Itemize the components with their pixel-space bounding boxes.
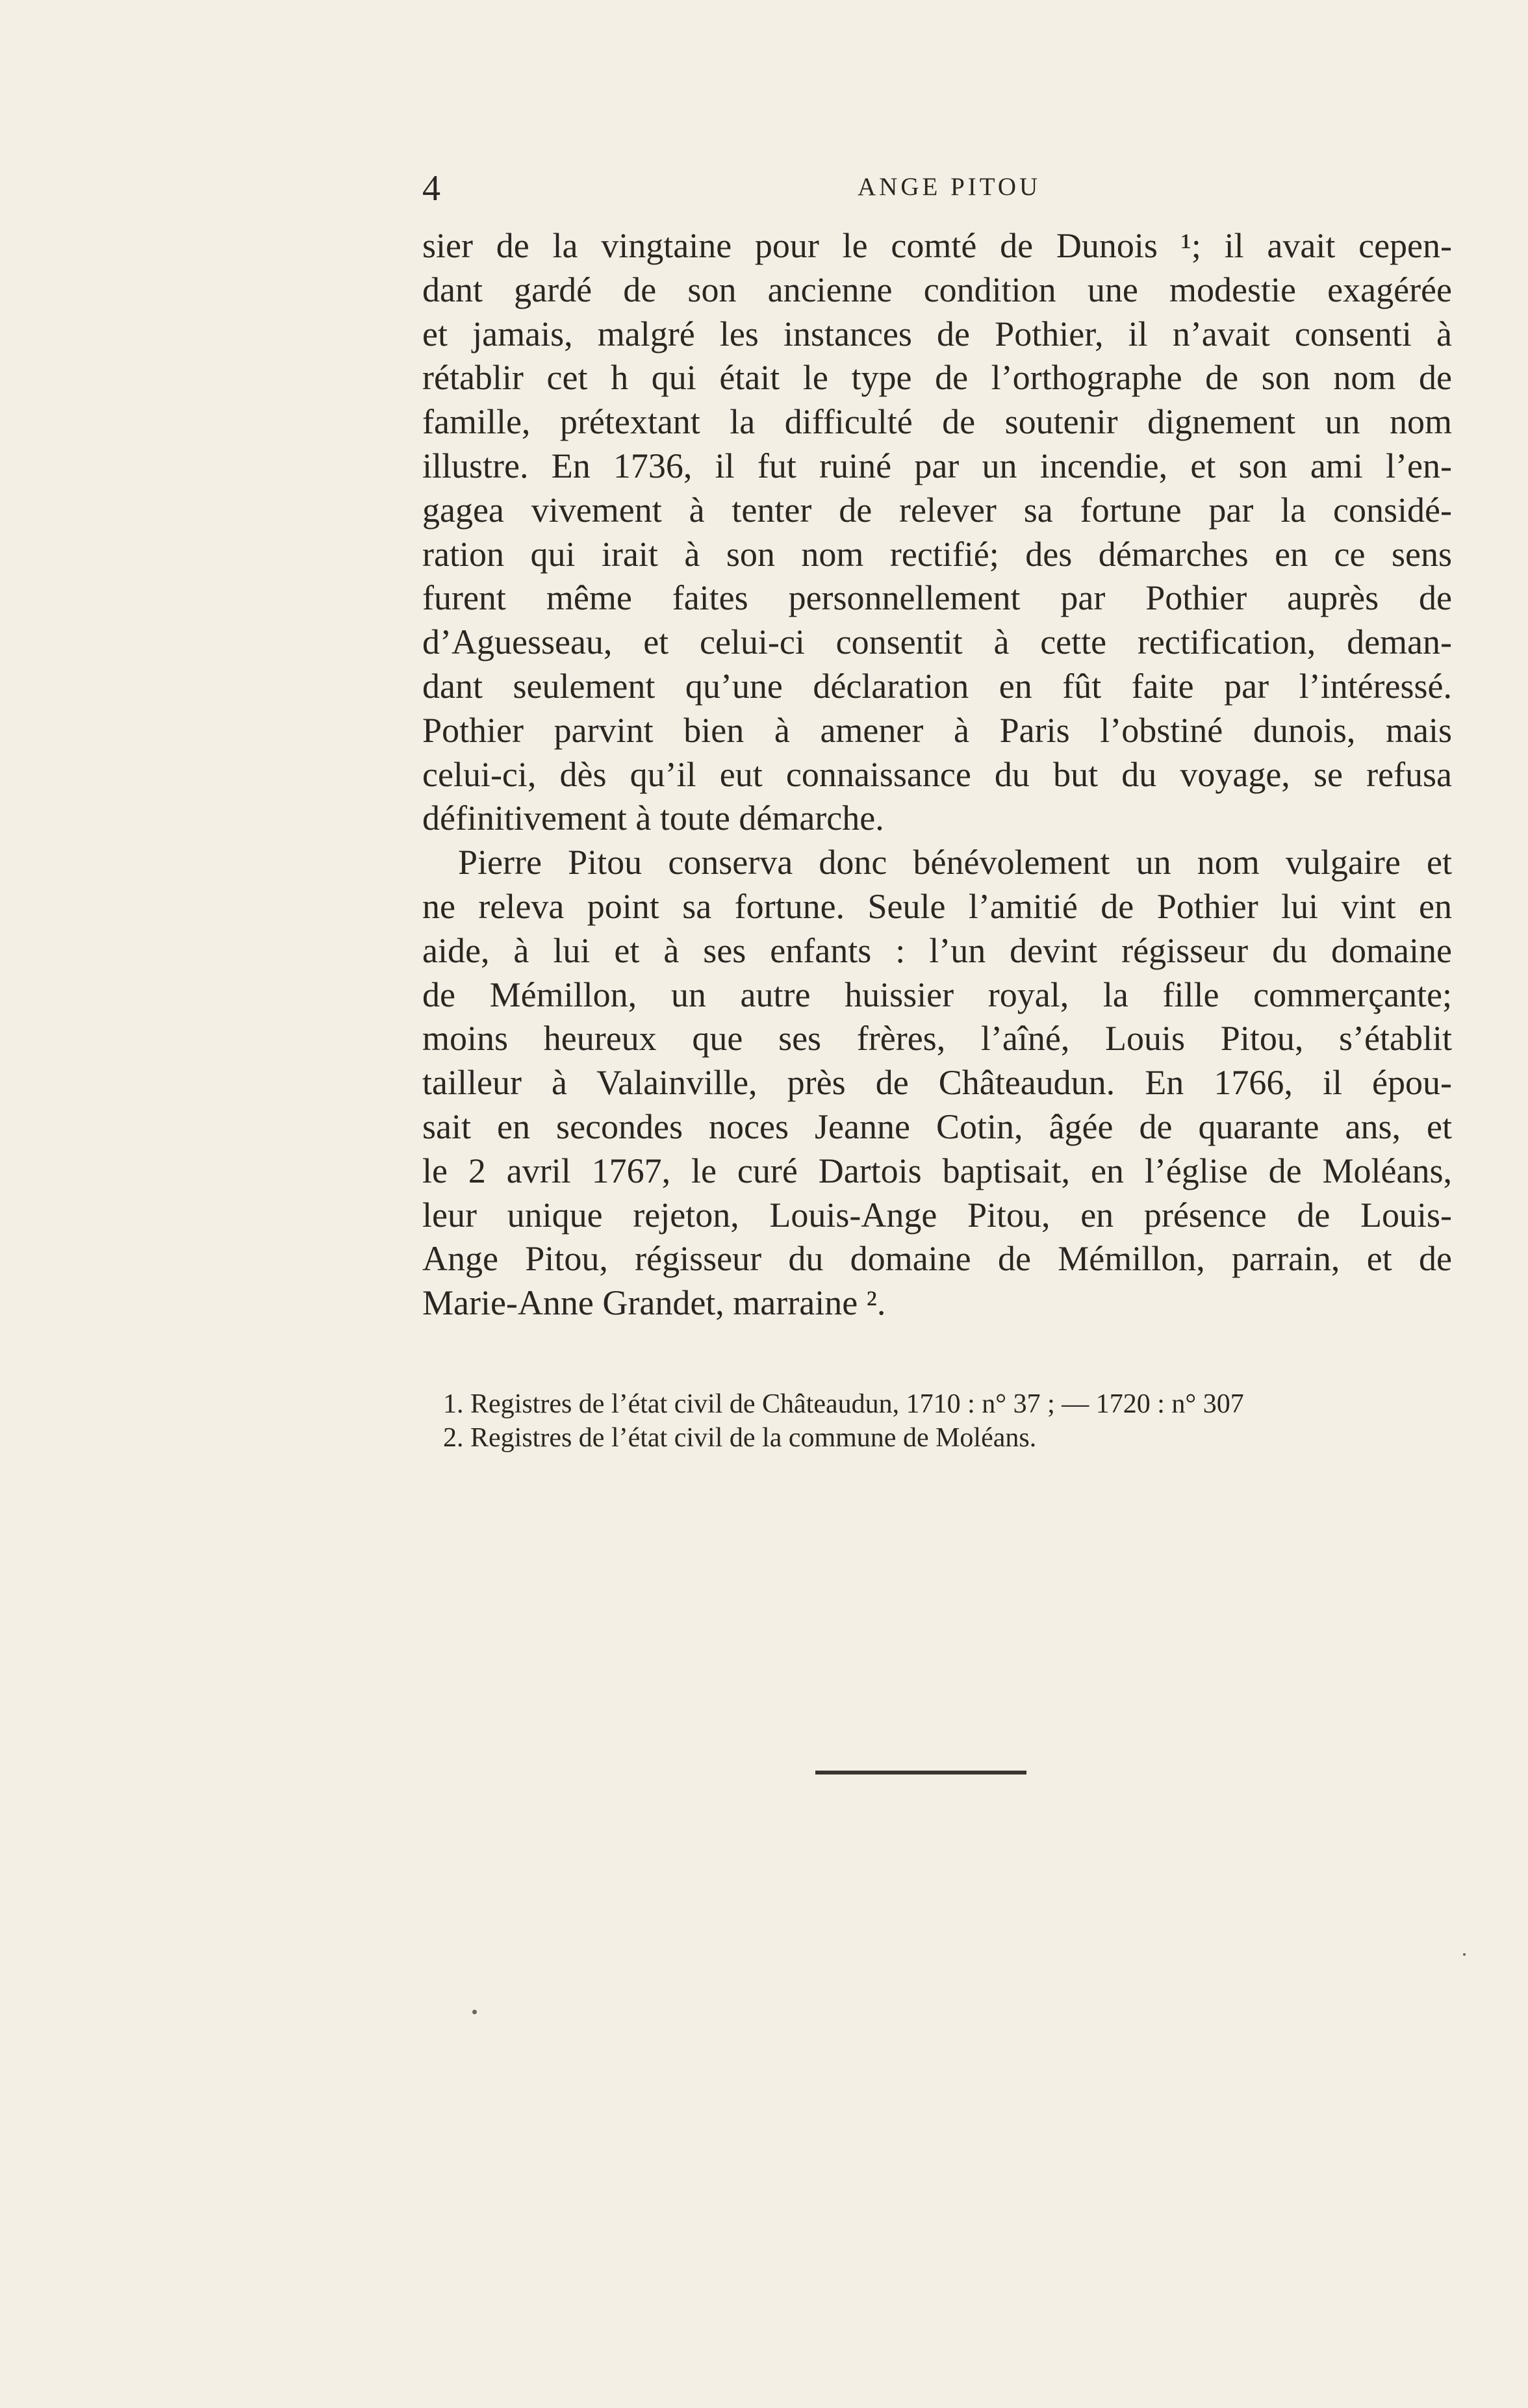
- page-header: [422, 162, 1452, 214]
- paper-speck: [472, 2010, 477, 2014]
- text-line: sait en secondes noces Jeanne Cotin, âgée de quarante ans, et: [422, 1107, 1452, 1146]
- paper-speck: [1463, 1953, 1466, 1956]
- text-line: leur unique rejeton, Louis-Ange Pitou, en présence de Louis-: [422, 1195, 1452, 1235]
- body-text: [422, 224, 1452, 1326]
- text-line: Marie-Anne Grandet, marraine ².: [422, 1283, 886, 1323]
- text-line: tailleur à Valainville, près de Châteaudun. En 1766, il épou-: [422, 1063, 1452, 1103]
- text-line: illustre. En 1736, il fut ruiné par un incendie, et son ami l’en-: [422, 446, 1452, 485]
- text-line: rétablir cet h qui était le type de l’orthographe de son nom de: [422, 358, 1452, 398]
- text-line: ration qui irait à son nom rectifié; des démarches en ce sens: [422, 534, 1452, 574]
- text-line: aide, à lui et à ses enfants : l’un devint régisseur du domaine: [422, 930, 1452, 970]
- text-line: furent même faites personnellement par Pothier auprès de: [422, 578, 1452, 618]
- text-line: d’Aguesseau, et celui-ci consentit à cette rectification, deman-: [422, 622, 1452, 662]
- end-rule: [815, 1771, 1026, 1774]
- text-line: Pierre Pitou conserva donc bénévolement un nom vulgaire et: [458, 843, 1452, 882]
- text-line: gagea vivement à tenter de relever sa fortune par la considé-: [422, 490, 1452, 530]
- text-line: Pothier parvint bien à amener à Paris l’obstiné dunois, mais: [422, 710, 1452, 750]
- footnotes: [422, 1387, 1452, 1455]
- page-number: 4: [422, 168, 440, 209]
- footnote: 1. Registres de l’état civil de Châteaudun, 1710 : n° 37 ; — 1720 : n° 307: [443, 1389, 1244, 1419]
- footnote: 2. Registres de l’état civil de la commune de Moléans.: [443, 1423, 1037, 1453]
- text-line: de Mémillon, un autre huissier royal, la fille commerçante;: [422, 975, 1452, 1014]
- text-line: sier de la vingtaine pour le comté de Dunois ¹; il avait cepen-: [422, 226, 1452, 265]
- text-line: celui-ci, dès qu’il eut connaissance du but du voyage, se refusa: [422, 754, 1452, 794]
- text-line: Ange Pitou, régisseur du domaine de Mémillon, parrain, et de: [422, 1239, 1452, 1279]
- text-line: famille, prétextant la difficulté de soutenir dignement un nom: [422, 402, 1452, 442]
- text-line: le 2 avril 1767, le curé Dartois baptisait, en l’église de Moléans,: [422, 1151, 1452, 1190]
- text-line: moins heureux que ses frères, l’aîné, Louis Pitou, s’établit: [422, 1019, 1452, 1058]
- text-line: ne releva point sa fortune. Seule l’amitié de Pothier lui vint en: [422, 886, 1452, 926]
- running-title: ANGE PITOU: [858, 173, 1041, 201]
- text-line: dant seulement qu’une déclaration en fût faite par l’intéressé.: [422, 666, 1452, 706]
- text-line: dant gardé de son ancienne condition une modestie exagérée: [422, 270, 1452, 309]
- text-line: définitivement à toute démarche.: [422, 799, 884, 838]
- text-line: et jamais, malgré les instances de Pothier, il n’avait consenti à: [422, 314, 1452, 353]
